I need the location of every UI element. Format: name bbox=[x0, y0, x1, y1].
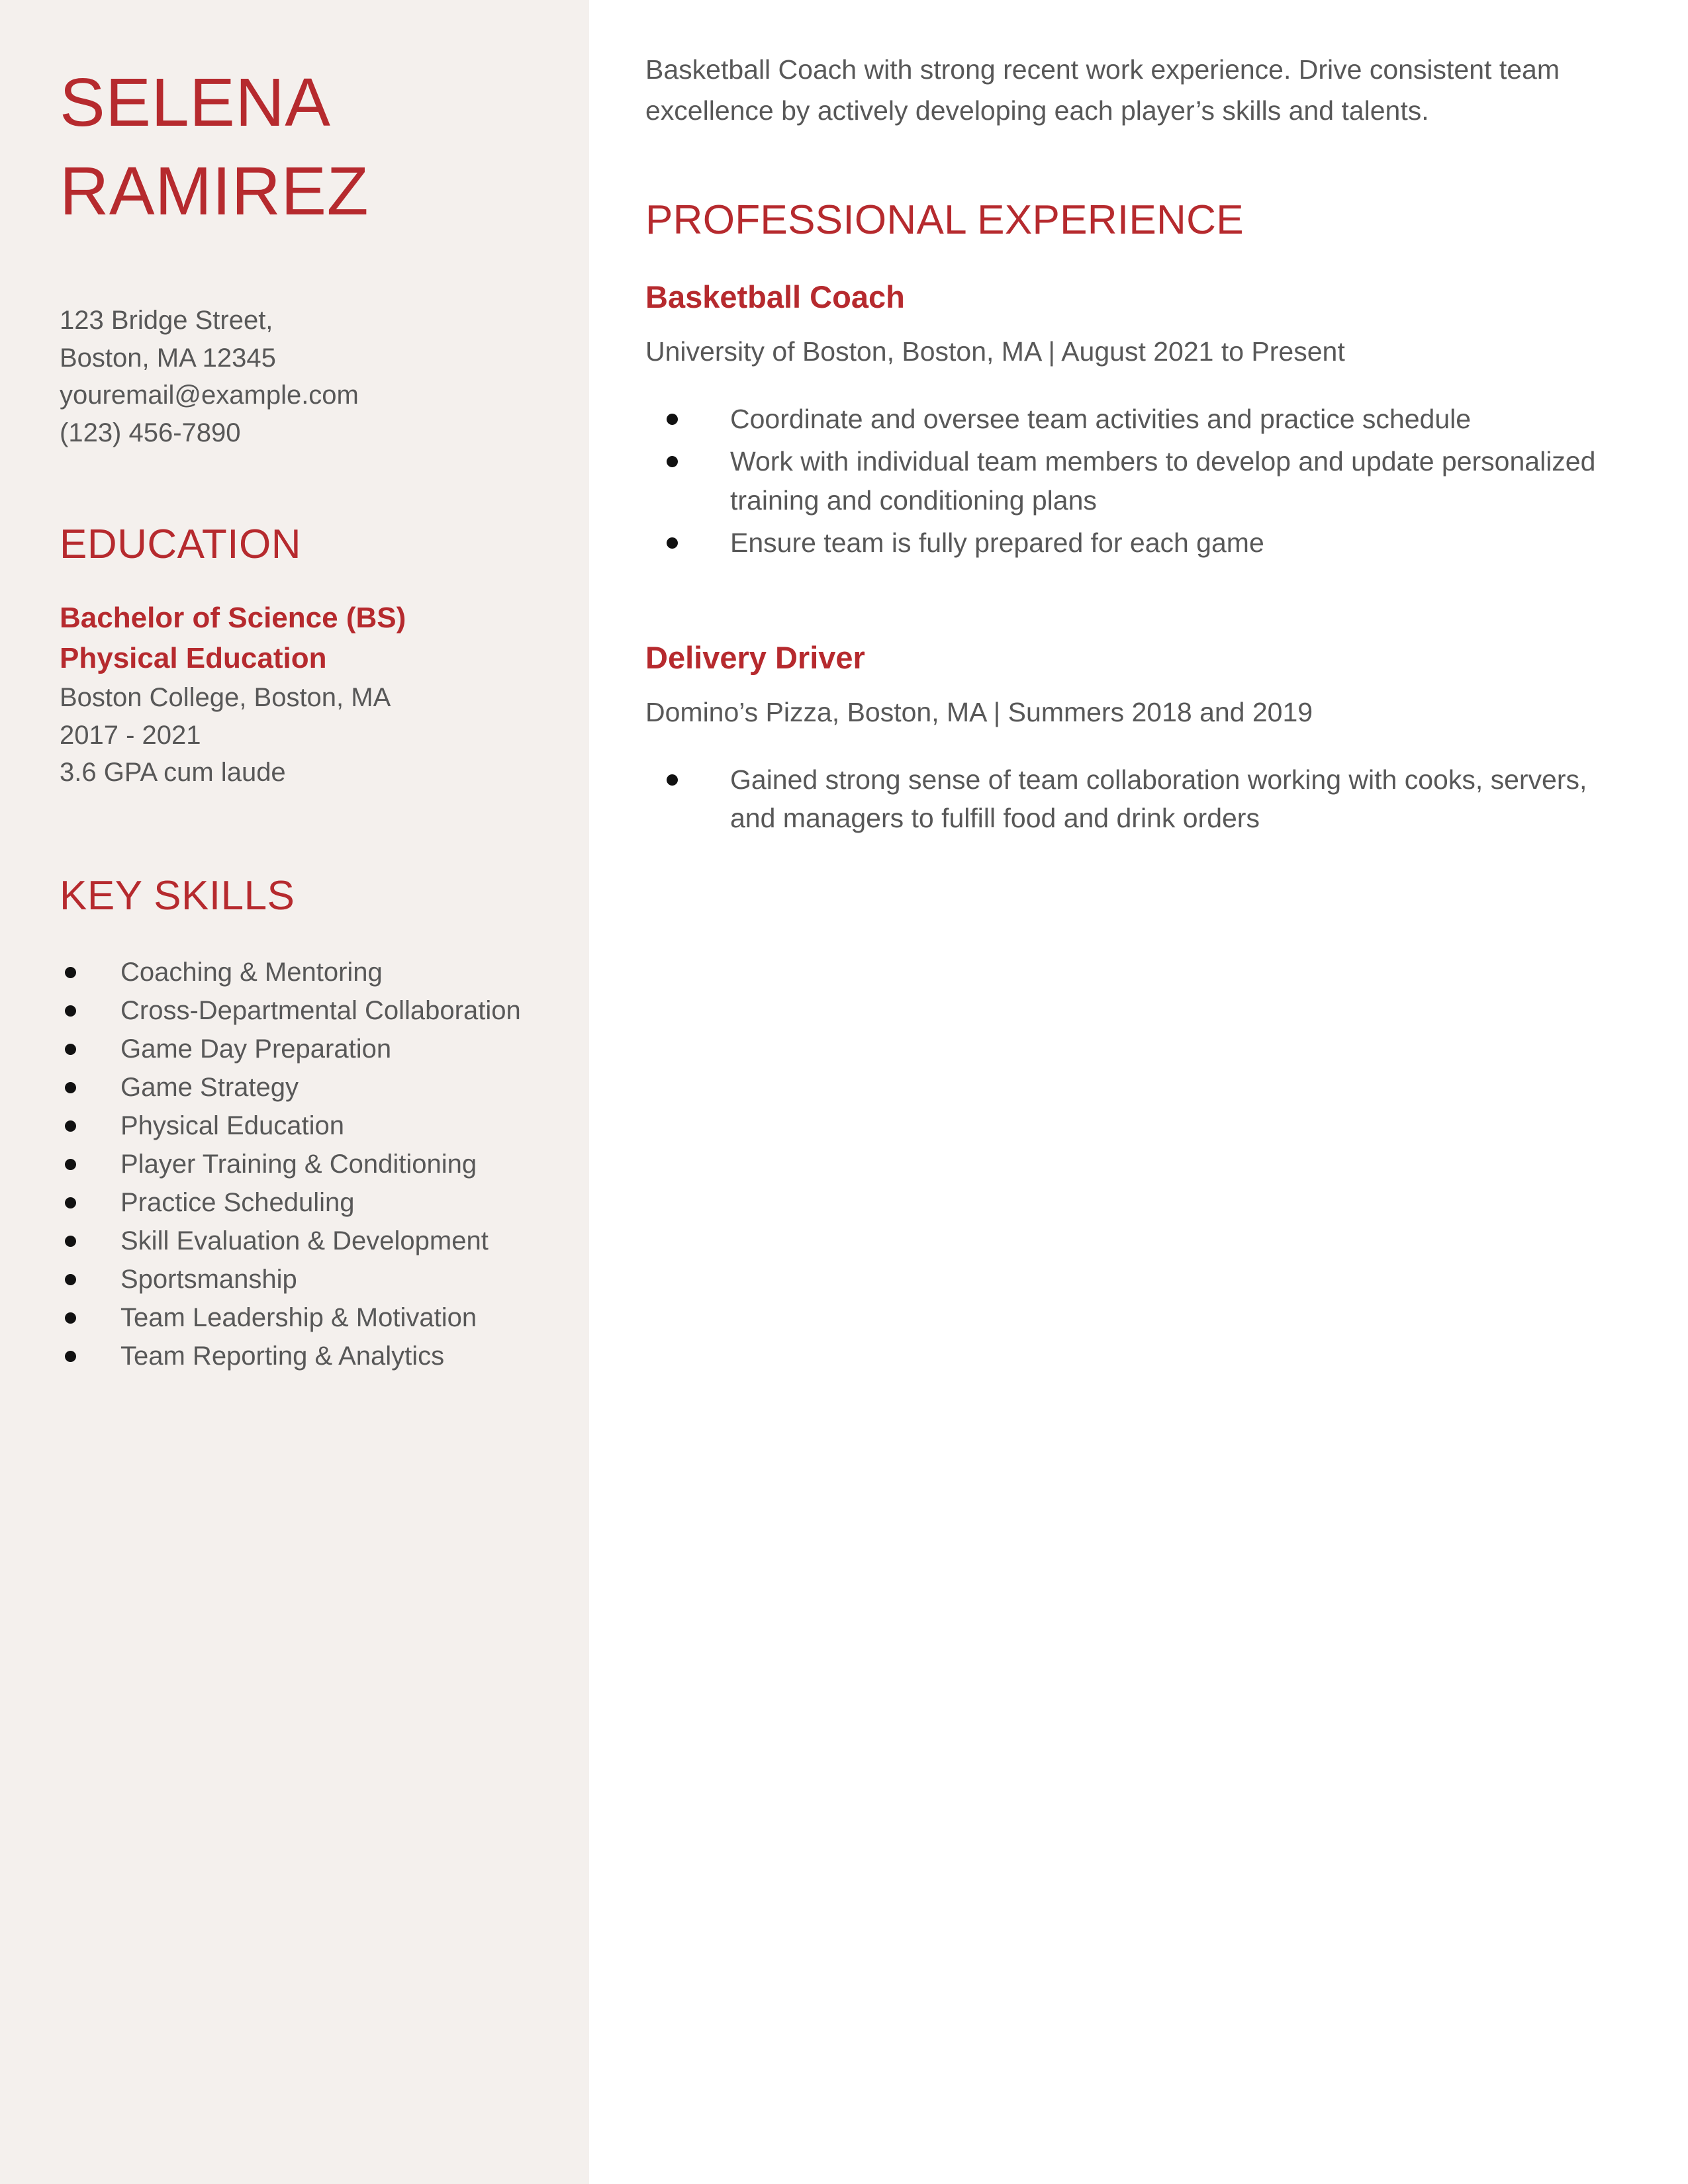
key-skills-heading: KEY SKILLS bbox=[60, 873, 295, 919]
list-item: Team Reporting & Analytics bbox=[60, 1338, 549, 1375]
contact-email[interactable]: youremail@example.com bbox=[60, 381, 359, 410]
list-item: Player Training & Conditioning bbox=[60, 1146, 549, 1183]
list-item: Team Leadership & Motivation bbox=[60, 1299, 549, 1336]
list-item: Cross-Departmental Collaboration bbox=[60, 992, 549, 1029]
main-column bbox=[589, 0, 1688, 2184]
list-item: Coordinate and oversee team activities and practice schedule bbox=[645, 400, 1615, 438]
job-bullet-list bbox=[645, 400, 1615, 562]
job-title: Delivery Driver bbox=[645, 639, 865, 675]
education-school: Boston College, Boston, MA bbox=[60, 682, 391, 712]
list-item: Practice Scheduling bbox=[60, 1184, 549, 1221]
key-skills-section bbox=[60, 872, 549, 1375]
experience-entry bbox=[645, 639, 1615, 838]
contact-street: 123 Bridge Street, bbox=[60, 305, 273, 335]
list-item: Work with individual team members to develop and update personalized training and conditioning plans bbox=[645, 442, 1615, 519]
professional-experience-heading: PROFESSIONAL EXPERIENCE bbox=[645, 197, 1244, 243]
section-spacer bbox=[645, 604, 1615, 639]
education-heading: EDUCATION bbox=[60, 521, 302, 567]
key-skills-list bbox=[60, 954, 549, 1375]
list-item: Gained strong sense of team collaboration working with cooks, servers, and managers to fulfill food and drink orders bbox=[645, 760, 1615, 837]
contact-phone[interactable]: (123) 456-7890 bbox=[60, 418, 241, 448]
education-section bbox=[60, 521, 549, 792]
education-honors: 3.6 GPA cum laude bbox=[60, 758, 286, 788]
job-title: Basketball Coach bbox=[645, 279, 905, 314]
list-item: Game Strategy bbox=[60, 1069, 549, 1106]
list-item: Game Day Preparation bbox=[60, 1030, 549, 1068]
list-item: Physical Education bbox=[60, 1107, 549, 1144]
first-name: SELENA bbox=[60, 64, 331, 140]
list-item: Skill Evaluation & Development bbox=[60, 1222, 549, 1259]
job-meta: Domino’s Pizza, Boston, MA | Summers 2018 and 2019 bbox=[645, 696, 1313, 727]
education-degree-line-2: Physical Education bbox=[60, 641, 327, 674]
candidate-name bbox=[60, 58, 549, 236]
professional-experience-section bbox=[645, 197, 1615, 838]
education-degree-line-1: Bachelor of Science (BS) bbox=[60, 602, 406, 635]
job-meta: University of Boston, Boston, MA | August 2021 to Present bbox=[645, 336, 1345, 367]
list-item: Coaching & Mentoring bbox=[60, 954, 549, 991]
job-bullet-list bbox=[645, 760, 1615, 837]
last-name: RAMIREZ bbox=[60, 152, 369, 229]
experience-entry bbox=[645, 278, 1615, 562]
education-years: 2017 - 2021 bbox=[60, 720, 201, 750]
sidebar bbox=[0, 0, 589, 2184]
professional-summary: Basketball Coach with strong recent work experience. Drive consistent team excellence by actively developing each player’s skills and talents. bbox=[645, 54, 1560, 126]
sidebar-content bbox=[0, 0, 589, 1375]
contact-info bbox=[60, 302, 549, 452]
list-item: Sportsmanship bbox=[60, 1261, 549, 1298]
contact-city-state-zip: Boston, MA 12345 bbox=[60, 343, 276, 373]
list-item: Ensure team is fully prepared for each game bbox=[645, 523, 1615, 562]
